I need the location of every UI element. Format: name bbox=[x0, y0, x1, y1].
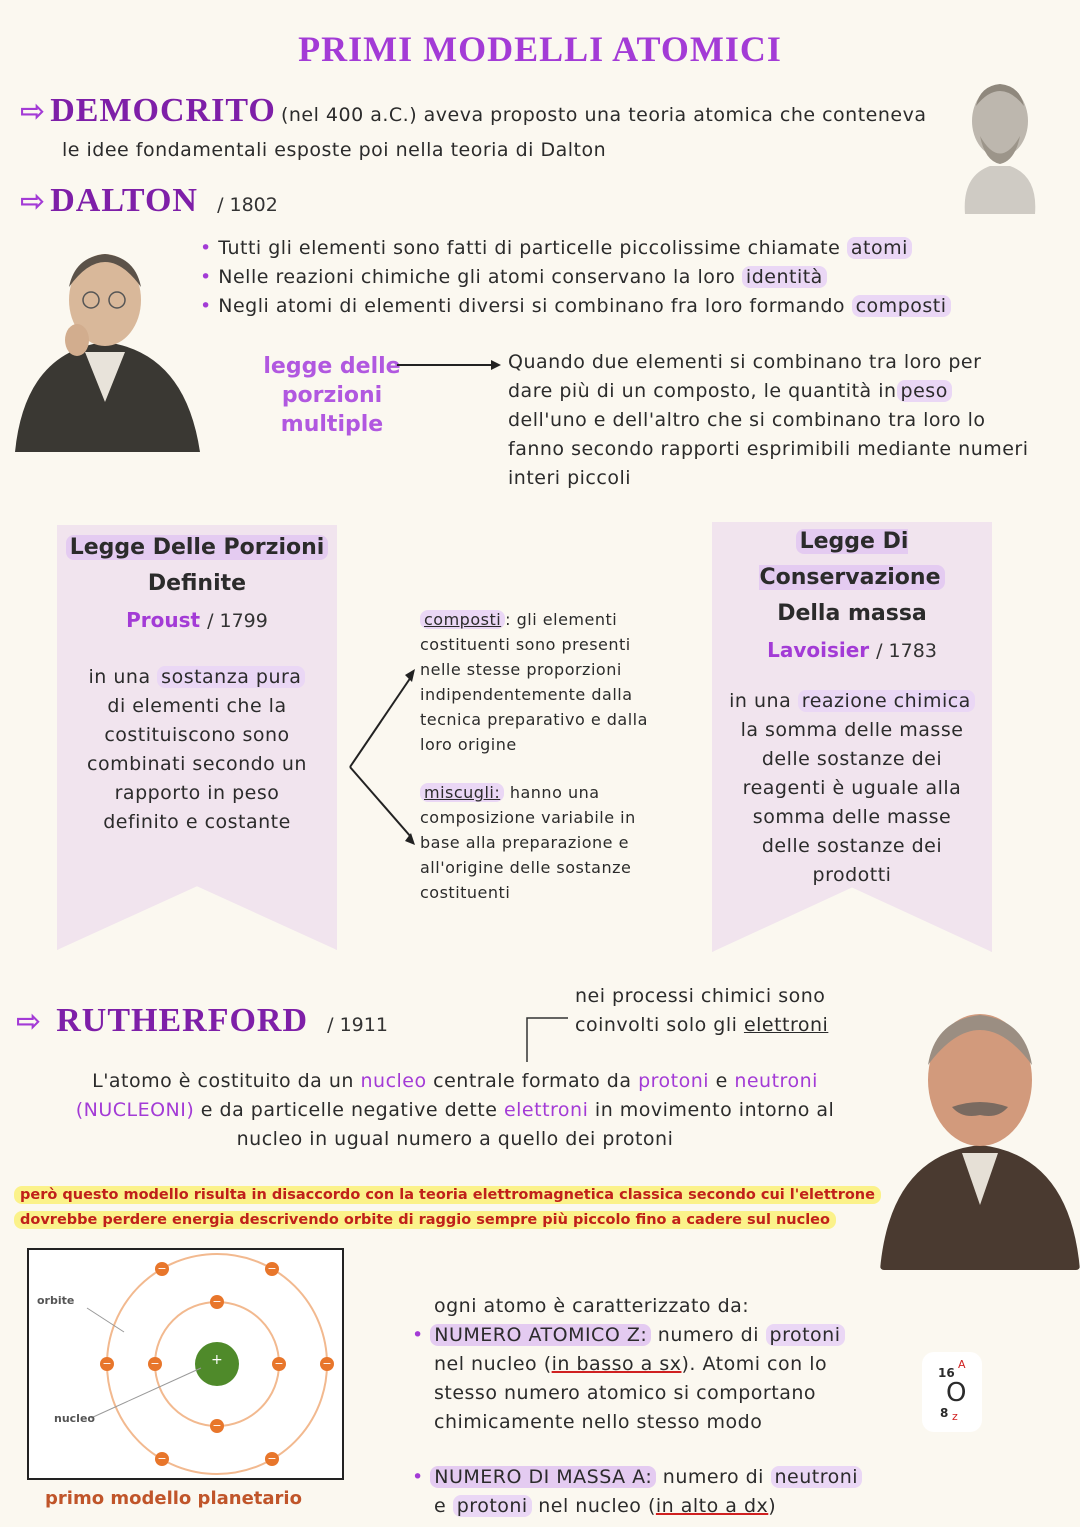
electron-icon: − bbox=[265, 1452, 279, 1466]
rutherford-portrait-image bbox=[880, 985, 1080, 1270]
composti-definition: composti : gli elementi costituenti sono presenti nelle stesse proporzioni indipendentemente dalla tecnica preparativo e dalla loro origine bbox=[420, 610, 648, 754]
rutherford-description: L'atomo è costituito da un nucleo centrale formato da protoni e neutroni (NUCLEONI) e da particelle negative dette elettroni in movimento intorno al nucleo in ugual numero a quello dei protoni bbox=[75, 1070, 835, 1150]
electron-icon: − bbox=[210, 1419, 224, 1433]
electron-icon: − bbox=[320, 1357, 334, 1371]
rutherford-heading bbox=[16, 1002, 388, 1040]
nucleo-label: nucleo bbox=[54, 1412, 95, 1425]
law-multiple-proportions-text: Quando due elementi si combinano tra loro per dare più di un composto, le quantità in peso dell'uno e dell'altro che si combinano tra loro lo fanno secondo rapporti esprimibili mediante numeri interi piccoli bbox=[508, 351, 1029, 489]
dalton-name: DALTON bbox=[50, 182, 198, 219]
dalton-bullets bbox=[200, 234, 951, 321]
arrow-right-icon: ⇨ bbox=[16, 1004, 42, 1039]
diagram-caption: primo modello planetario bbox=[45, 1488, 302, 1509]
democrito-line1: (nel 400 a.C.) aveva proposto una teoria atomica che conteneva bbox=[280, 104, 927, 126]
atomic-letter: z bbox=[952, 1410, 958, 1423]
dalton-bullet: • Tutti gli elementi sono fatti di particelle piccolissime chiamate atomi bbox=[200, 234, 951, 263]
page-title: PRIMI MODELLI ATOMICI bbox=[298, 29, 782, 69]
mass-letter: A bbox=[958, 1358, 966, 1371]
miscugli-definition: miscugli: hanno una composizione variabile in base alla preparazione e all'origine delle sostanze costituenti bbox=[420, 783, 636, 902]
electron-icon: − bbox=[272, 1357, 286, 1371]
rutherford-name: RUTHERFORD bbox=[56, 1002, 309, 1039]
mass-number: 16 bbox=[938, 1366, 955, 1380]
branch-arrows-icon bbox=[345, 665, 420, 850]
dalton-portrait-image bbox=[5, 232, 205, 452]
planetary-model-diagram bbox=[27, 1248, 344, 1480]
electron-icon: − bbox=[100, 1357, 114, 1371]
electron-icon: − bbox=[148, 1357, 162, 1371]
democrito-heading bbox=[20, 92, 926, 130]
dalton-bullet: • Nelle reazioni chimiche gli atomi conservano la loro identità bbox=[200, 263, 951, 292]
model-warning: però questo modello risulta in disaccordo con la teoria elettromagnetica classica secondo cui l'elettrone dovrebbe perdere energia descrivendo orbite di raggio sempre più piccolo fino a cadere sul nucleo bbox=[14, 1182, 881, 1232]
rutherford-year: / 1911 bbox=[327, 1014, 388, 1036]
dalton-heading bbox=[20, 182, 278, 220]
dalton-year: / 1802 bbox=[217, 194, 278, 216]
electron-icon: − bbox=[155, 1452, 169, 1466]
arrow-right-icon: ⇨ bbox=[20, 184, 46, 219]
arrow-right-icon bbox=[395, 355, 505, 375]
dalton-bullet: • Negli atomi di elementi diversi si combinano fra loro formando composti bbox=[200, 292, 951, 321]
rutherford-note: nei processi chimici sono coinvolti solo gli elettroni bbox=[575, 985, 829, 1036]
element-symbol-card bbox=[922, 1352, 982, 1432]
democrito-name: DEMOCRITO bbox=[50, 92, 276, 129]
proust-content: Legge Delle Porzioni Definite Proust / 1799 in una sostanza pura di elementi che la costituiscono sono combinati secondo un rapporto in peso definito e costante bbox=[57, 530, 337, 837]
connector-line-icon bbox=[520, 1014, 570, 1064]
democrito-line2: le idee fondamentali esposte poi nella teoria di Dalton bbox=[62, 139, 607, 161]
democritus-bust-image bbox=[950, 66, 1050, 214]
electron-icon: − bbox=[155, 1262, 169, 1276]
law-multiple-proportions-label: legge delle porzioni multiple bbox=[263, 354, 401, 437]
nucleus-plus-icon: + bbox=[211, 1352, 223, 1368]
electron-icon: − bbox=[265, 1262, 279, 1276]
electron-icon: − bbox=[210, 1295, 224, 1309]
arrow-right-icon: ⇨ bbox=[20, 94, 46, 129]
element-symbol: O bbox=[946, 1378, 967, 1408]
lavoisier-content: Legge Di Conservazione Della massa Lavoisier / 1783 in una reazione chimica la somma delle masse delle sostanze dei reagenti è uguale alla somma delle masse delle sostanze dei prodotti bbox=[712, 524, 992, 890]
atomic-number: 8 bbox=[940, 1406, 949, 1420]
atom-characteristics: ogni atomo è caratterizzato da: • NUMERO ATOMICO Z: numero di protoni nel nucleo (in basso a sx). Atomi con lo stesso numero atomico si comportano chimicamente nello stesso modo • NUMERO DI MASSA A: numero di neutroni e protoni nel nucleo (in alto a dx) bbox=[412, 1292, 862, 1521]
orbite-label: orbite bbox=[37, 1294, 75, 1307]
